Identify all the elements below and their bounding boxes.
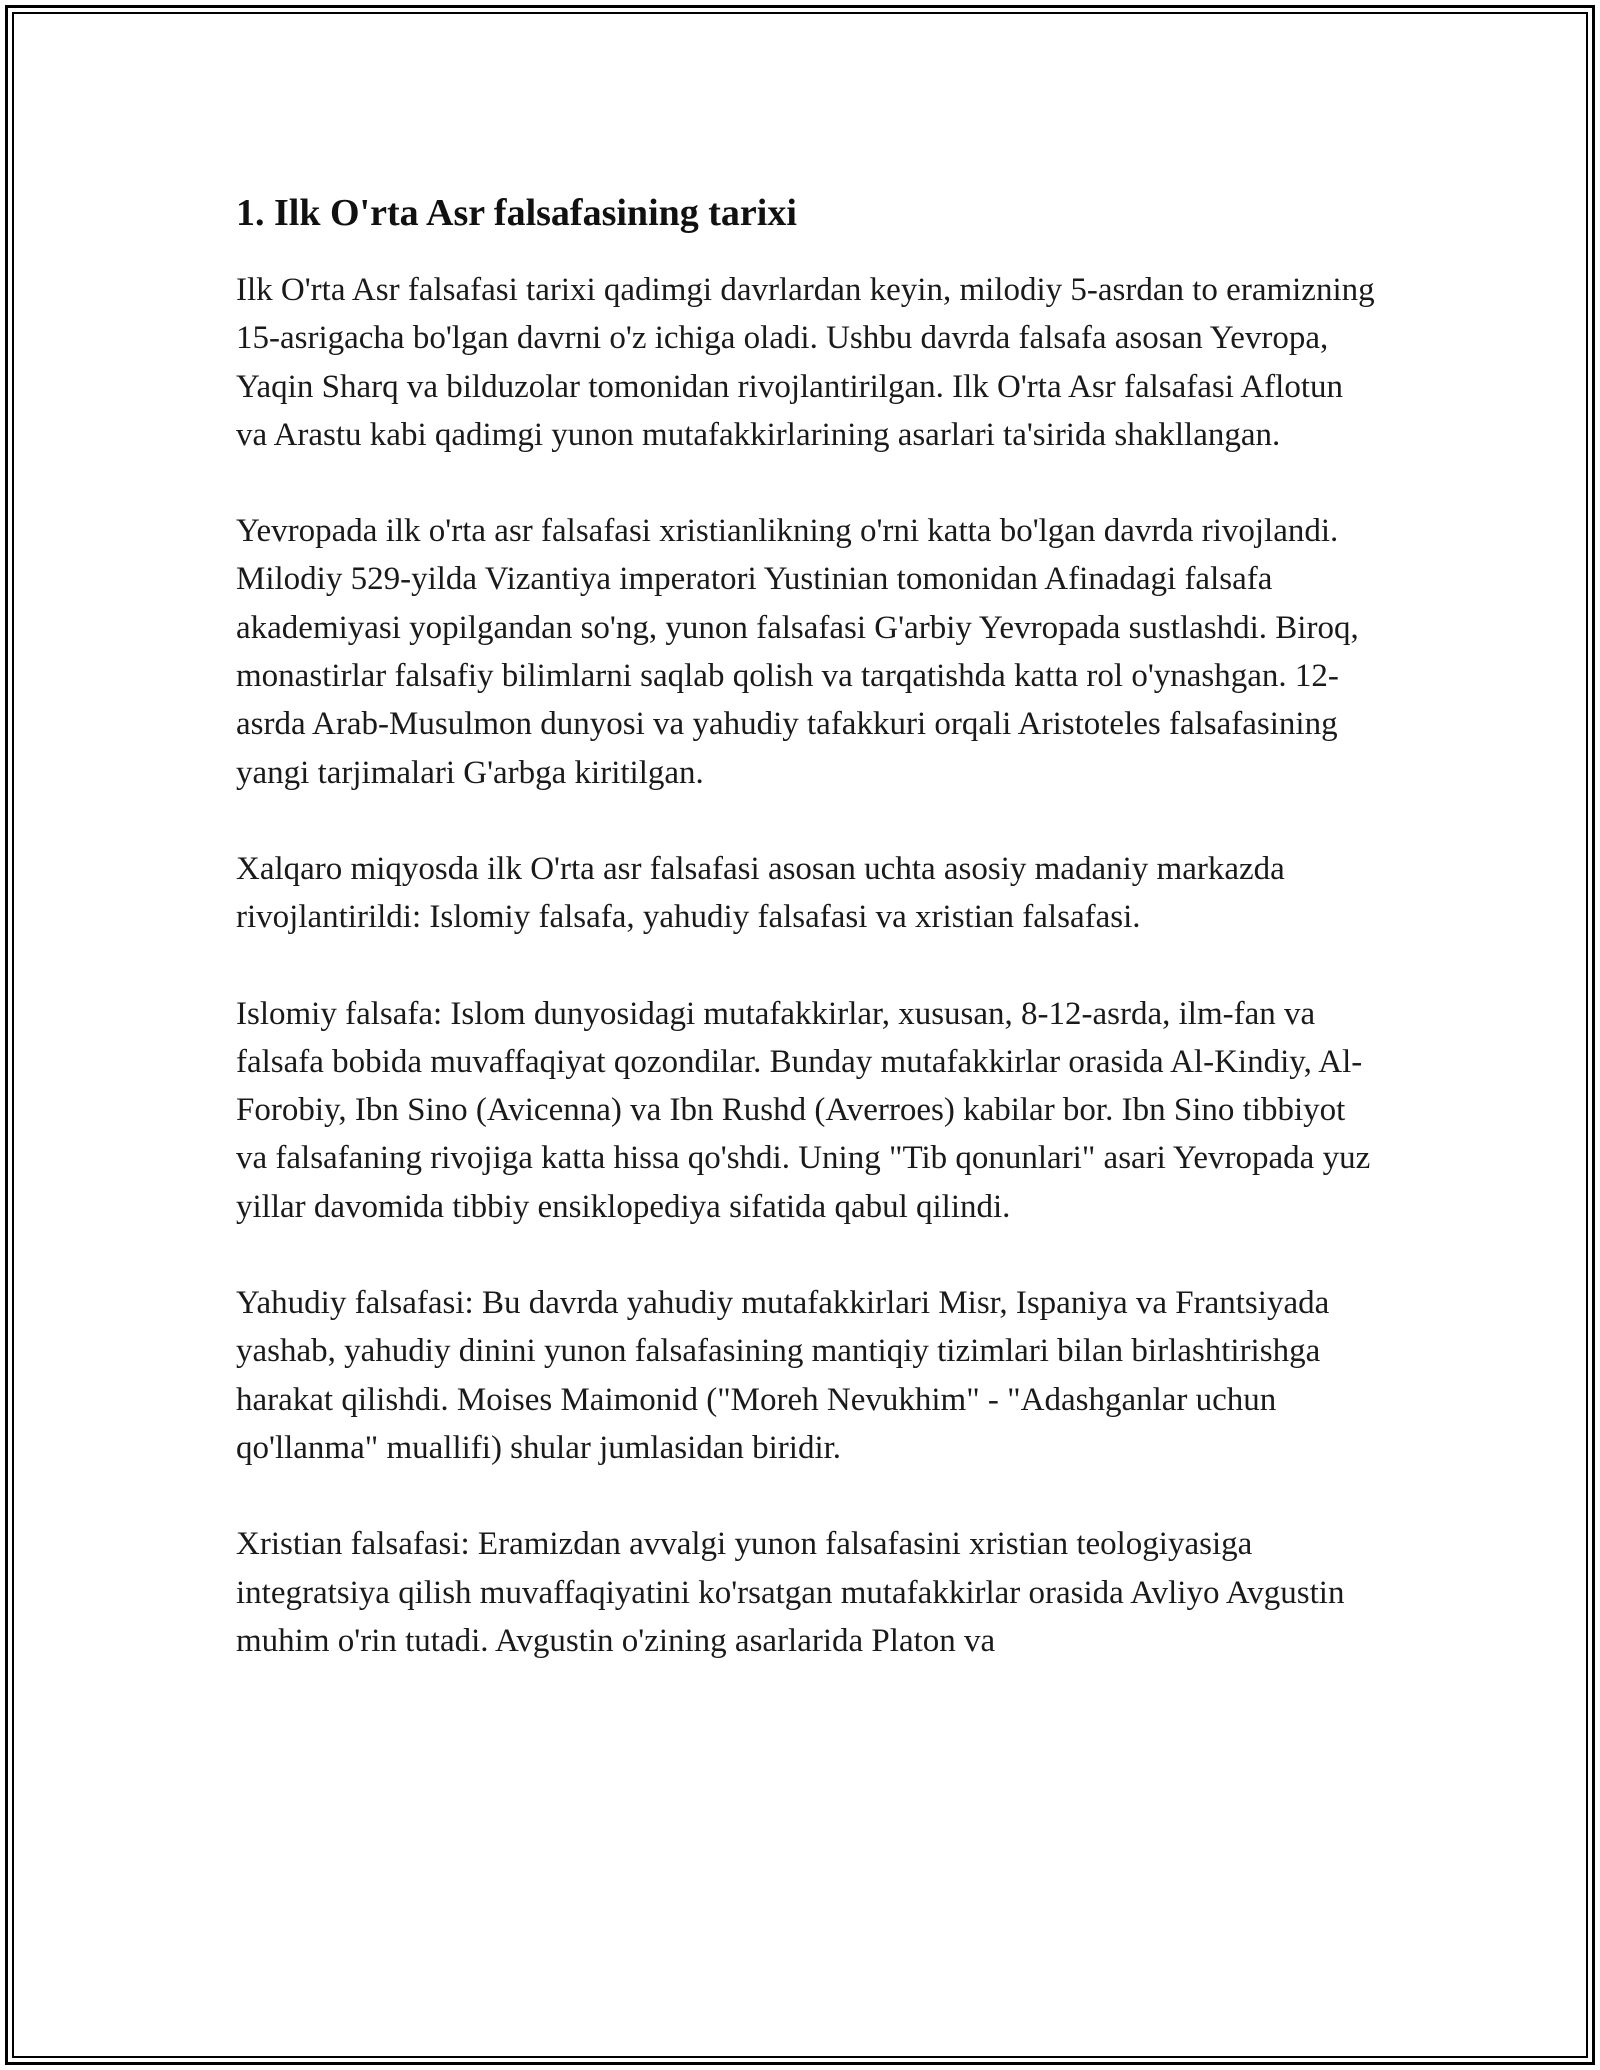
paragraph-intro: Ilk O'rta Asr falsafasi tarixi qadimgi davrlardan keyin, milodiy 5-asrdan to eramizning 15-asrigacha bo'lgan davrni o'z ichiga oladi. Ushbu davrda falsafa asosan Yevropa, Yaqin Sharq va bilduzolar tomonidan rivojlantirilgan. Ilk O'rta Asr falsafasi Aflotun va Arastu kabi qadimgi yunon mutafakkirlarining asarlari ta'sirida shakllangan. (236, 272, 1375, 453)
paragraph-europe: Yevropada ilk o'rta asr falsafasi xristianlikning o'rni katta bo'lgan davrda rivojlandi. Milodiy 529-yilda Vizantiya imperatori Yustinian tomonidan Afinadagi falsafa akademiyasi yopilgandan so'ng, yunon falsafasi G'arbiy Yevropada sustlashdi. Biroq, monastirlar falsafiy bilimlarni saqlab qolish va tarqatishda katta rol o'ynashgan. 12-asrda Arab-Musulmon dunyosi va yahudiy tafakkuri orqali Aristoteles falsafasining yangi tarjimalari G'arbga kiritilgan. (236, 513, 1359, 791)
section-heading: 1. Ilk O'rta Asr falsafasining tarixi (236, 192, 797, 234)
paragraph-christian-philosophy: Xristian falsafasi: Eramizdan avvalgi yunon falsafasini xristian teologiyasiga integratsiya qilish muvaffaqiyatini ko'rsatgan mutafakkirlar orasida Avliyo Avgustin muhim o'rin tutadi. Avgustin o'zining asarlarida Platon va (236, 1526, 1345, 1659)
paragraph-centers: Xalqaro miqyosda ilk O'rta asr falsafasi asosan uchta asosiy madaniy markazda rivojlantirildi: Islomiy falsafa, yahudiy falsafasi va xristian falsafasi. (236, 850, 1285, 936)
document-body (236, 188, 1376, 1713)
paragraph-islamic-philosophy: Islomiy falsafa: Islom dunyosidagi mutafakkirlar, xususan, 8-12-asrda, ilm-fan va falsafa bobida muvaffaqiyat qozondilar. Bunday mutafakkirlar orasida Al-Kindiy, Al-Forobiy, Ibn Sino (Avicenna) va Ibn Rushd (Averroes) kabilar bor. Ibn Sino tibbiyot va falsafaning rivojiga katta hissa qo'shdi. Uning "Tib qonunlari" asari Yevropada yuz yillar davomida tibbiy ensiklopediya sifatida qabul qilindi. (236, 995, 1371, 1225)
paragraph-jewish-philosophy: Yahudiy falsafasi: Bu davrda yahudiy mutafakkirlari Misr, Ispaniya va Frantsiyada yashab, yahudiy dinini yunon falsafasining mantiqiy tizimlari bilan birlashtirishga harakat qilishdi. Moises Maimonid ("Moreh Nevukhim" - "Adashganlar uchun qo'llanma" muallifi) shular jumlasidan biridir. (236, 1285, 1330, 1466)
